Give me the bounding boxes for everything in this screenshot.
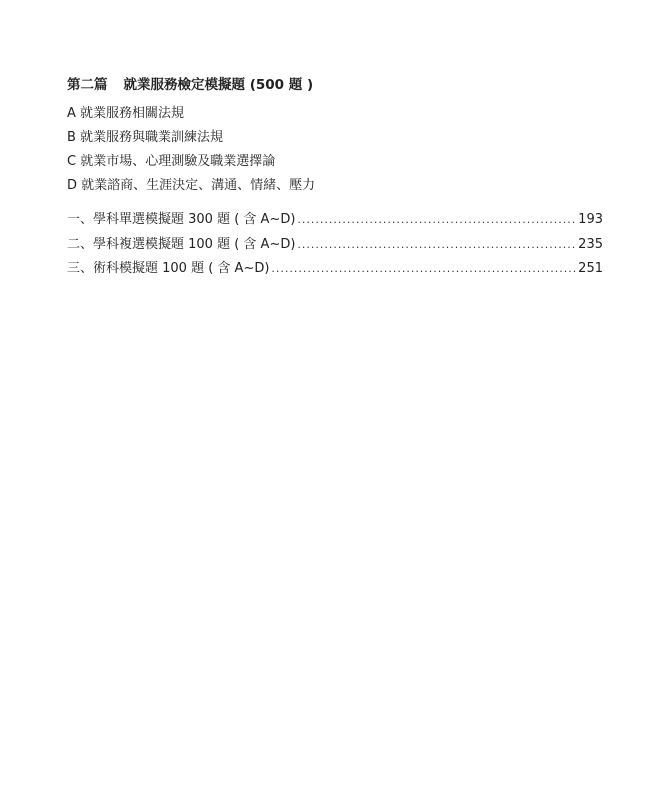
part-label: 第二篇: [67, 77, 108, 93]
document-page: [67, 74, 603, 282]
topic-item-b: B 就業服務與職業訓練法規: [67, 130, 224, 145]
table-of-contents: [67, 208, 603, 282]
section-title: [67, 74, 603, 96]
toc-entry-label: 二、學科複選模擬題 100 題 ( 含 A~D): [67, 236, 296, 252]
topic-item-a: A 就業服務相關法規: [67, 106, 185, 121]
topic-list: [67, 102, 603, 198]
toc-entry-label: 一、學科單選模擬題 300 題 ( 含 A~D): [67, 212, 296, 227]
topic-item-c: C 就業市場、心理測驗及職業選擇論: [67, 154, 276, 169]
toc-page-number: 193: [578, 212, 603, 227]
toc-entry-single-choice: [67, 208, 603, 233]
toc-dot-leader: [297, 208, 576, 233]
toc-entry-multiple-choice: [67, 233, 603, 258]
toc-entry-label: 三、術科模擬題 100 題 ( 含 A~D): [67, 261, 270, 276]
toc-dot-leader: [297, 233, 576, 258]
toc-page-number: 251: [578, 261, 603, 276]
toc-page-number: 235: [578, 236, 603, 252]
topic-item-d: D 就業諮商、生涯決定、溝通、情緒、壓力: [67, 178, 316, 193]
toc-dot-leader: [271, 257, 576, 282]
part-title: 就業服務檢定模擬題 (500 題 ): [123, 77, 314, 93]
toc-entry-practical: [67, 257, 603, 282]
